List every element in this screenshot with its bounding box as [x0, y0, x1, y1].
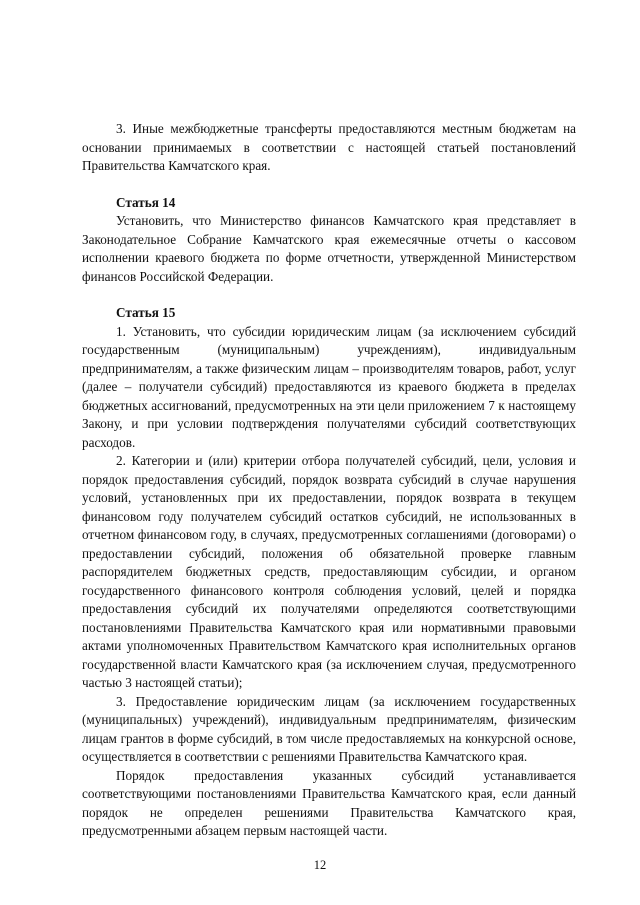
- spacer: [82, 286, 576, 304]
- article-14-paragraph: Установить, что Министерство финансов Камчатского края представляет в Законодательное Собрание Камчатского края ежемесячные отчеты о кассовом исполнении краевого бюджета по форме отчетности, утвержденной Министерством финансов Российской Федерации.: [82, 213, 576, 284]
- article-14-heading: Статья 14: [116, 194, 176, 210]
- article-15-paragraph-3: 3. Предоставление юридическим лицам (за исключением государственных (муниципальных) учреждений), индивидуальным предпринимателям, физическим лицам грантов в форме субсидий, в том числе предоставляемых на конкурсной основе, осуществляется в соответствии с решениями Правительства Камчатского края.: [82, 693, 576, 764]
- article-15-paragraph-2: 2. Категории и (или) критерии отбора получателей субсидий, цели, условия и порядок предоставления субсидий, порядок возврата субсидий в случае нарушения условий, установленных при их предоставлении, порядок возврата в текущем финансовом году получателем субсидий остатков субсидий, не использованных в отчетном финансовом году, в случаях, предусмотренных соглашениями (договорами) о предоставлении субсидий, положения об обязательной проверке главным распорядителем бюджетных средств, предоставляющим субсидии, и органом государственного финансового контроля соблюдения условий, целей и порядка предоставления субсидий их получателями определяются соответствующими постановлениями Правительства Камчатского края или нормативными правовыми актами уполномоченных Правительством Камчатского края исполнительных органов государственной власти Камчатского края (за исключением случая, предусмотренного частью 3 настоящей статьи);: [82, 453, 576, 690]
- article-15-paragraph-1: 1. Установить, что субсидии юридическим лицам (за исключением субсидий государственным (муниципальным) учреждениям), индивидуальным предпринимателям, а также физическим лицам – производителям товаров, работ, услуг (далее – получатели субсидий) предоставляются из краевого бюджета в пределах бюджетных ассигнований, предусмотренных на эти цели приложением 7 к настоящему Закону, и при условии подтверждения получателями субсидий соответствующих расходов.: [82, 323, 576, 450]
- article-15-paragraph-4: Порядок предоставления указанных субсидий устанавливается соответствующими постановлениями Правительства Камчатского края, если данный порядок не определен решениями Правительства Камчатского края, предусмотренными абзацем первым настоящей части.: [82, 767, 576, 838]
- page-number: 12: [313, 858, 327, 872]
- intro-paragraph: 3. Иные межбюджетные трансферты предоставляются местным бюджетам на основании принимаемых в соответствии с настоящей статьей постановлений Правительства Камчатского края.: [82, 121, 576, 173]
- spacer: [82, 176, 576, 194]
- article-15-heading: Статья 15: [116, 305, 176, 320]
- document-body: [82, 120, 576, 841]
